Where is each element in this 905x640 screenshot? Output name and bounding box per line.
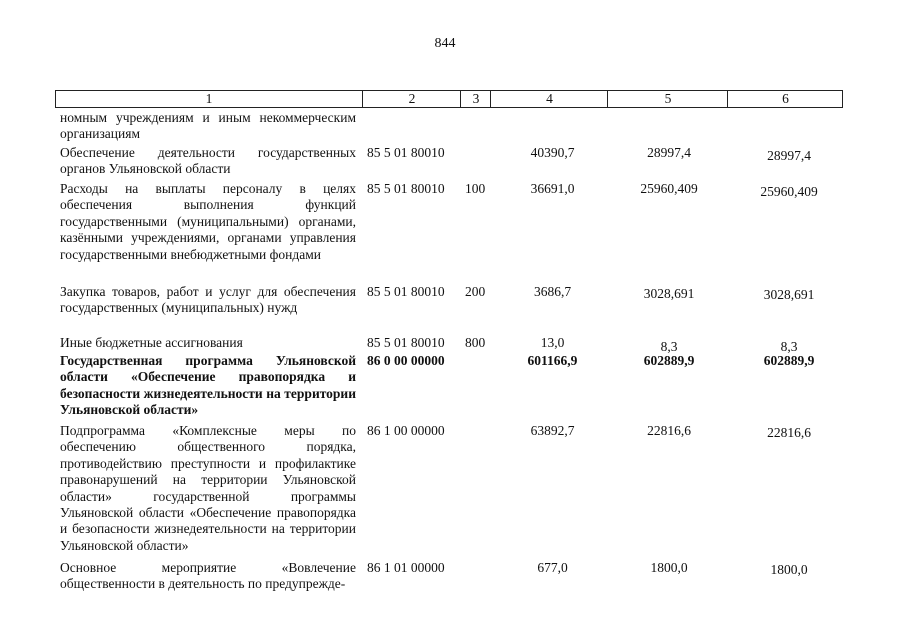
header-col-1: 1 — [205, 91, 213, 106]
row-value-4: 601166,9 — [527, 353, 578, 368]
row-value-4: 13,0 — [540, 335, 565, 350]
header-col-5: 5 — [607, 91, 728, 107]
page-number: 844 — [434, 36, 456, 51]
row-value-6: 1800,0 — [770, 562, 808, 577]
row-value-6: 25960,409 — [760, 184, 818, 199]
row-value-4: 36691,0 — [530, 181, 575, 196]
row-code: 86 0 00 00000 — [367, 353, 445, 368]
row-value-4: 40390,7 — [530, 145, 575, 160]
row-code: 85 5 01 80010 — [367, 145, 445, 160]
header-col-3: 3 — [460, 91, 491, 107]
row-name: номным учреждениям и иным некоммерческим организациям — [60, 110, 356, 142]
table-header — [55, 90, 843, 108]
row-code: 86 1 00 00000 — [367, 423, 445, 438]
row-value-4: 63892,7 — [530, 423, 575, 438]
header-col-6: 6 — [727, 91, 843, 107]
row-value-5: 3028,691 — [643, 286, 695, 301]
row-value-5: 602889,9 — [643, 353, 695, 368]
row-code: 86 1 01 00000 — [367, 560, 445, 575]
header-col-4: 4 — [490, 91, 608, 107]
row-value-6: 28997,4 — [767, 148, 811, 163]
row-value-5: 25960,409 — [640, 181, 698, 196]
row-value-5: 28997,4 — [647, 145, 691, 160]
row-name: Закупка товаров, работ и услуг для обеспечения государственных (муниципальных) нужд — [60, 284, 356, 316]
header-col-2: 2 — [362, 91, 461, 107]
row-code: 85 5 01 80010 — [367, 284, 445, 299]
row-value-6: 22816,6 — [767, 425, 811, 440]
row-name: Обеспечение деятельности государственных органов Ульяновской области — [60, 145, 356, 177]
row-vr: 100 — [465, 181, 486, 196]
row-value-4: 3686,7 — [533, 284, 572, 299]
row-code: 85 5 01 80010 — [367, 181, 445, 196]
row-value-5: 1800,0 — [650, 560, 688, 575]
row-value-5: 22816,6 — [647, 423, 691, 438]
row-name: Основное мероприятие «Вовлечение общественности в деятельность по предупрежде- — [60, 560, 356, 592]
row-vr: 200 — [465, 284, 486, 299]
row-value-5: 8,3 — [660, 339, 678, 354]
row-name: Расходы на выплаты персоналу в целях обеспечения выполнения функций государственными (муниципальными) органами, казёнными учреждениями, органами управления государственными внебюджетными фондами — [60, 181, 356, 262]
row-value-4: 677,0 — [537, 560, 568, 575]
row-vr: 800 — [465, 335, 486, 350]
row-name: Подпрограмма «Комплексные меры по обеспечению общественного порядка, противодействию преступности и профилактике правонарушений на территории Ульяновской области» государственной программы Ульяновской области «Обеспечение правопорядка и безопасности жизнедеятельности на территории Ульяновской области» — [60, 423, 356, 553]
row-value-6: 8,3 — [780, 339, 798, 354]
row-value-6: 602889,9 — [763, 353, 815, 368]
row-code: 85 5 01 80010 — [367, 335, 445, 350]
row-value-6: 3028,691 — [763, 287, 815, 302]
row-name: Иные бюджетные ассигнования — [60, 335, 243, 350]
row-name: Государственная программа Ульяновской области «Обеспечение правопорядка и безопасности жизнедеятельности на территории Ульяновской области» — [60, 353, 356, 418]
